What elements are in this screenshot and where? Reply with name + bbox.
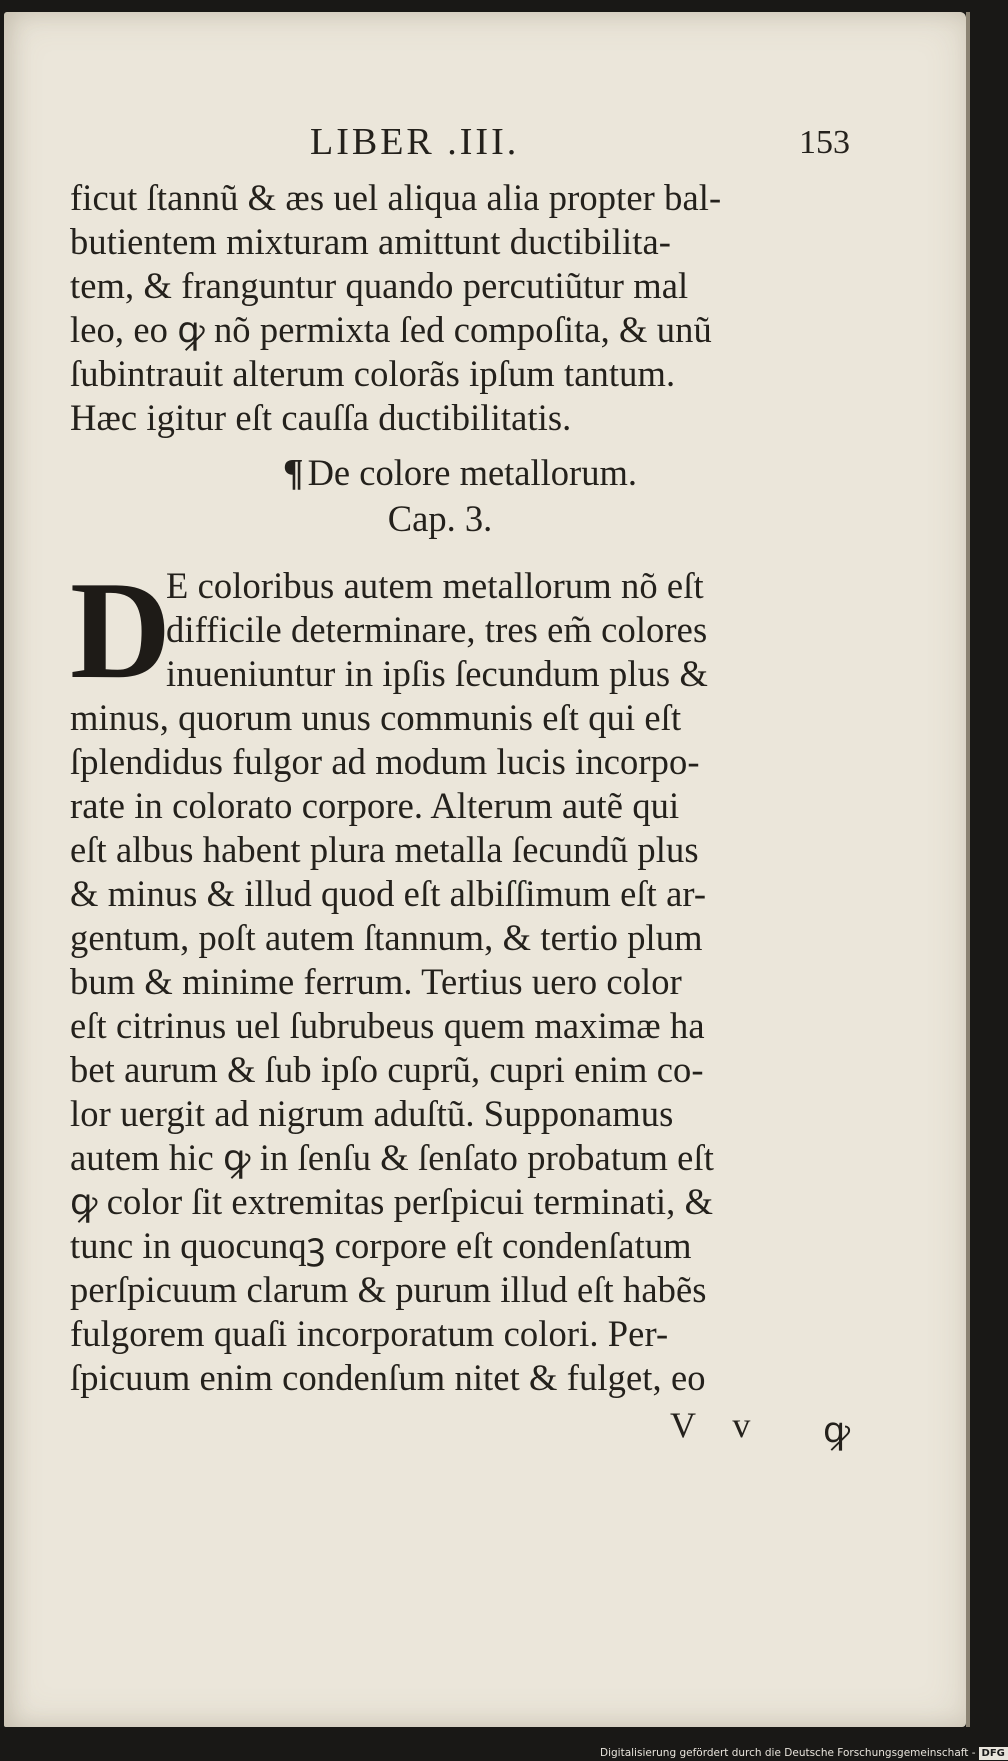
chapter-label: Cap. 3.: [387, 498, 493, 539]
catchword: ꝙ: [822, 1410, 850, 1450]
text-line: ſpicuum enim condenſum nitet & fulget, eo: [70, 1357, 706, 1398]
running-head: LIBER .III.: [310, 121, 520, 163]
text-line: gentum, poſt autem ſtannum, & tertio plum: [70, 917, 703, 958]
text-line: ſubintrauit alterum colorãs ipſum tantum.: [70, 353, 676, 394]
signature-mark: V v: [670, 1405, 765, 1445]
opening-paragraph: [70, 176, 850, 440]
page-number: 153: [799, 124, 850, 161]
credit-text: Digitalisierung gefördert durch die Deutsche Forschungsgemeinschaft -: [600, 1747, 976, 1759]
text-line: E coloribus autem metallorum nõ eſt: [166, 565, 704, 606]
text-line: Hæc igitur eſt cauſſa ductibilitatis.: [70, 397, 572, 438]
text-line: perſpicuum clarum & purum illud eſt habẽs: [70, 1269, 707, 1310]
text-line: tunc in quocunqꝫ corpore eſt condenſatum: [70, 1225, 692, 1266]
page-text-block: [70, 120, 850, 1454]
chapter-paragraph: [70, 553, 850, 1400]
text-line: eſt albus habent plura metalla ſecundũ plus: [70, 829, 699, 870]
text-line: butientem mixturam amittunt ductibilita-: [70, 221, 672, 262]
pilcrow-icon: ¶: [283, 452, 304, 494]
page-header: [70, 120, 850, 176]
text-line: rate in colorato corpore. Alterum autẽ qui: [70, 785, 680, 826]
text-line: ꝙ color ſit extremitas perſpicui terminati, &: [70, 1181, 714, 1222]
text-line: eſt citrinus uel ſubrubeus quem maximæ ha: [70, 1005, 705, 1046]
text-line: ficut ſtannũ & æs uel aliqua alia propter bal-: [70, 177, 722, 218]
section-heading-text: De colore metallorum.: [307, 452, 637, 493]
page-footer-marks: [70, 1404, 850, 1454]
indented-lines: [70, 553, 850, 708]
dfg-logo: DFG: [979, 1747, 1008, 1760]
text-line: & minus & illud quod eſt albiſſimum eſt ar-: [70, 873, 707, 914]
digitization-credit: [600, 1745, 1005, 1761]
text-line: lor uergit ad nigrum aduſtũ. Supponamus: [70, 1093, 674, 1134]
text-line: bum & minime ferrum. Tertius uero color: [70, 961, 682, 1002]
text-line: leo, eo ꝙ nõ permixta ſed compoſita, & unũ: [70, 309, 712, 350]
text-line: autem hic ꝙ in ſenſu & ſenſato probatum eſt: [70, 1137, 714, 1178]
page-edge: [966, 12, 970, 1727]
text-line: tem, & franguntur quando percutiũtur mal: [70, 265, 689, 306]
text-line: minus, quorum unus communis eſt qui eſt: [70, 697, 682, 738]
text-line: inueniuntur in ipſis ſecundum plus &: [166, 653, 708, 694]
text-line: fulgorem quaſi incorporatum colori. Per-: [70, 1313, 669, 1354]
text-line: bet aurum & ſub ipſo cuprũ, cupri enim co-: [70, 1049, 704, 1090]
drop-cap-initial: D: [70, 553, 172, 708]
text-line: ſplendidus fulgor ad modum lucis incorpo-: [70, 741, 700, 782]
text-line: difficile determinare, tres em̃ colores: [166, 609, 708, 650]
section-heading: [70, 450, 850, 496]
